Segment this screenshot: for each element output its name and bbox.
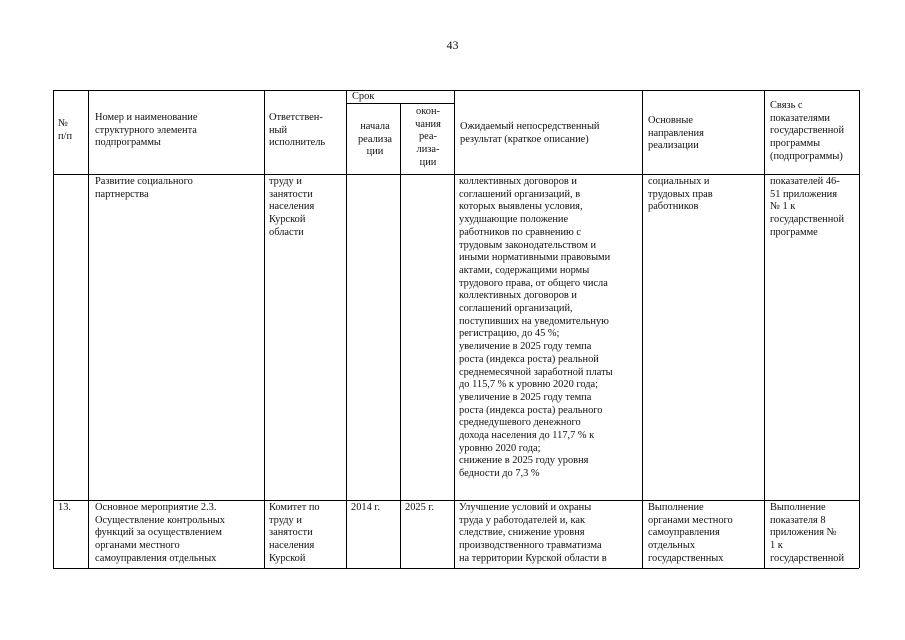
- row-result: коллективных договоров и соглашений организаций, в которых выявлены условия, ухудшающие положение работников по сравнению с трудовым законодательством и иными нормативными правовыми актами, содержащими нормы трудового права, от общего числа коллективных договоров и соглашений организаций, поступивших на уведомительную регистрацию, до 45 %; увеличение в 2025 году темпа роста (индекса роста) реальной среднемесячной заработной платы до 115,7 % к уровню 2020 года; увеличение в 2025 году темпа роста (индекса роста) реального среднедушевого денежного дохода населения до 117,7 % к уровню 2020 года; снижение в 2025 году уровня бедности до 7,3 %: [459, 176, 613, 480]
- header-end: окон- чания реа- лиза- ции: [415, 106, 441, 168]
- header-term: Срок: [352, 91, 375, 102]
- header-num: № п/п: [58, 118, 73, 142]
- row-directions: социальных и трудовых прав работников: [648, 176, 713, 213]
- row-name: Основное мероприятие 2.3. Осуществление контрольных функций за осуществлением органами местного самоуправления отдельных: [95, 502, 225, 564]
- row-responsible: труду и занятости населения Курской области: [269, 176, 315, 238]
- header-directions: Основные направления реализации: [648, 115, 704, 152]
- page-number: 43: [446, 38, 459, 52]
- row-name: Развитие социального партнерства: [95, 176, 193, 200]
- header-responsible: Ответствен- ный исполнитель: [269, 112, 326, 149]
- row-responsible: Комитет по труду и занятости населения Курской: [269, 502, 320, 564]
- row-directions: Выполнение органами местного самоуправления отдельных государственных: [648, 502, 733, 564]
- row-link: показателей 46- 51 приложения № 1 к государственной программе: [770, 176, 845, 238]
- header-result: Ожидаемый непосредственный результат (краткое описание): [460, 121, 600, 145]
- row-start: 2014 г.: [351, 502, 381, 513]
- row-result: Улучшение условий и охраны труда у работодателей и, как следствие, снижение уровня производственного травматизма на территории Курской области в: [459, 502, 607, 564]
- header-link: Связь с показателями государственной программы (подпрограммы): [770, 100, 845, 162]
- header-start: начала реализа ции: [357, 121, 393, 158]
- row-num: 13.: [58, 502, 71, 513]
- row-end: 2025 г.: [405, 502, 435, 513]
- header-name: Номер и наименование структурного элемента подпрограммы: [95, 112, 198, 149]
- row-link: Выполнение показателя 8 приложения № 1 к государственной: [770, 502, 845, 564]
